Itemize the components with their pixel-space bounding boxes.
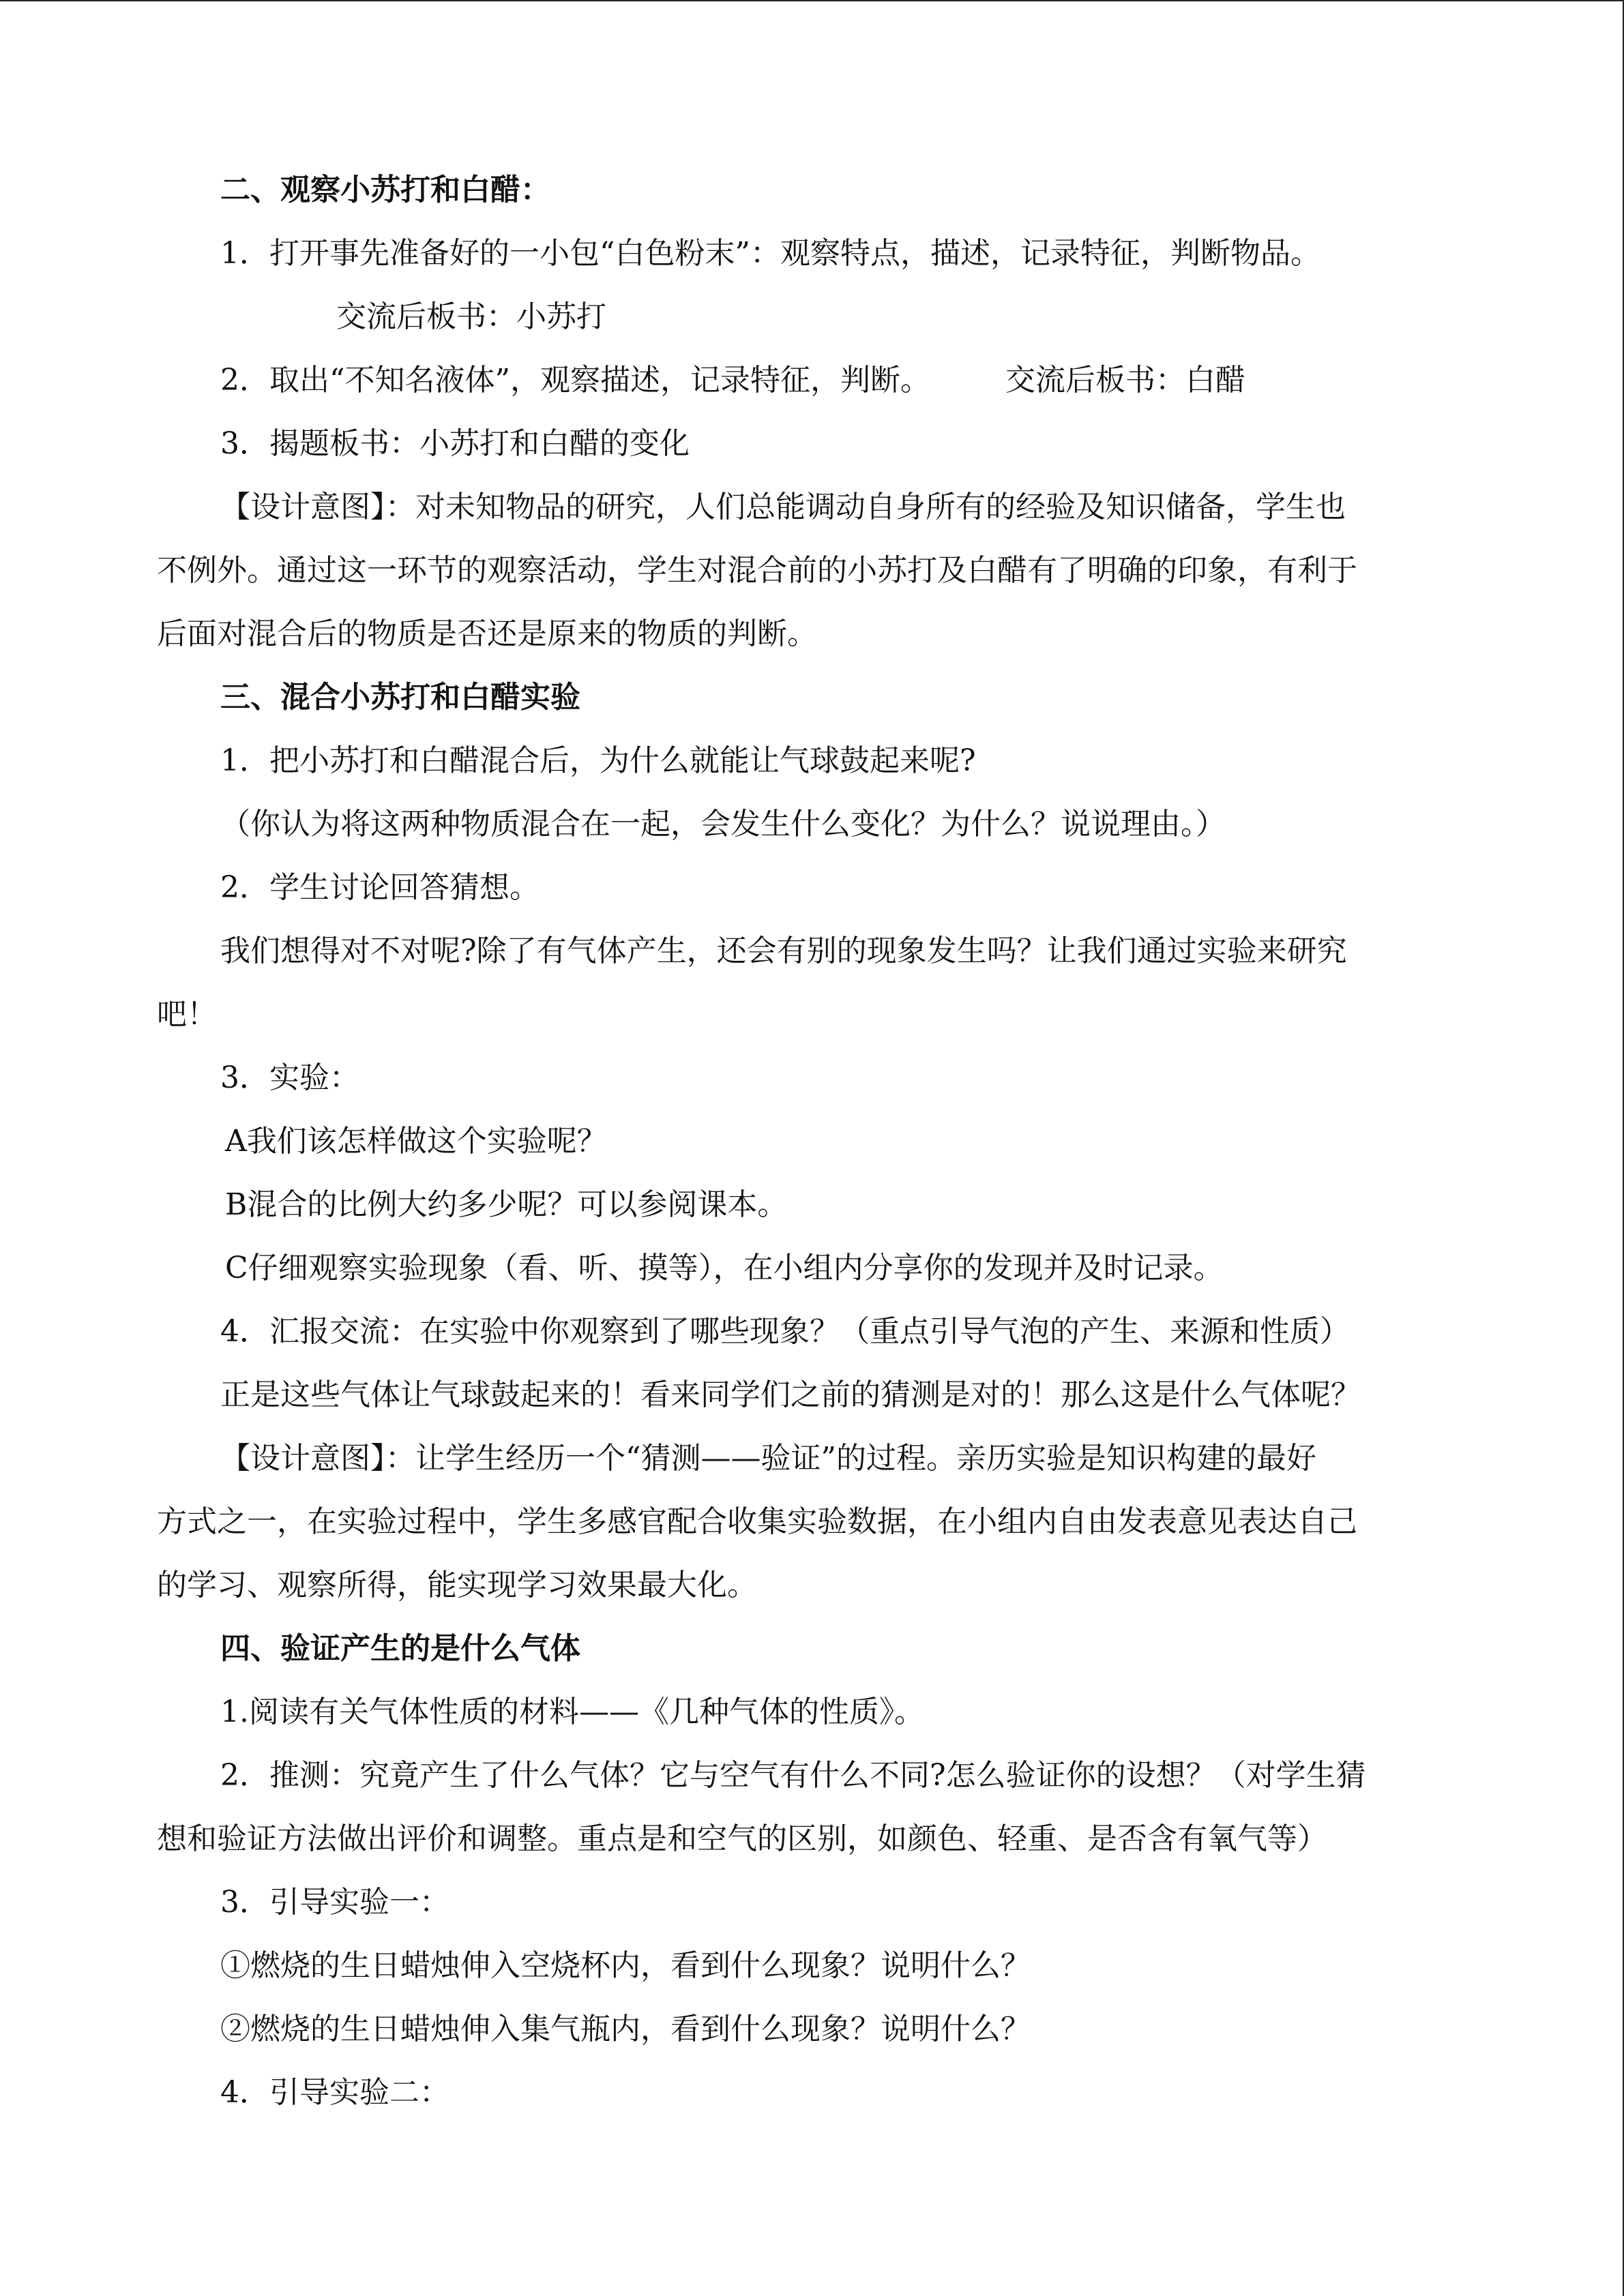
section2-design-line-3: 后面对混合后的物质是否还是原来的物质的判断。 xyxy=(157,616,817,651)
section3-item-3-c: C仔细观察实验现象（看、听、摸等），在小组内分享你的发现并及时记录。 xyxy=(225,1251,1224,1285)
section-heading-2: 二、观察小苏打和白醋： xyxy=(220,173,550,207)
section2-design-line-2: 不例外。通过这一环节的观察活动，学生对混合前的小苏打及白醋有了明确的印象，有利于 xyxy=(157,553,1357,588)
section3-item-3-b: B混合的比例大约多少呢？可以参阅课本。 xyxy=(225,1187,788,1222)
section4-item-3-2: ②燃烧的生日蜡烛伸入集气瓶内，看到什么现象？说明什么？ xyxy=(220,2012,1031,2046)
section3-paragraph-line-1: 我们想得对不对呢?除了有气体产生，还会有别的现象发生吗？让我们通过实验来研究 xyxy=(220,934,1347,968)
document-body xyxy=(157,158,1466,2124)
section4-item-3: 3．引导实验一： xyxy=(220,1885,449,1920)
section3-design-line-3: 的学习、观察所得，能实现学习效果最大化。 xyxy=(157,1568,757,1602)
section4-item-4: 4．引导实验二： xyxy=(220,2075,449,2110)
section2-design-line-1: 【设计意图】：对未知物品的研究，人们总能调动自身所有的经验及知识储备，学生也 xyxy=(220,490,1346,524)
section2-item-2-main: 2．取出“不知名液体”，观察描述，记录特征，判断。 xyxy=(220,363,930,398)
section4-item-2-line-2: 想和验证方法做出评价和调整。重点是和空气的区别，如颜色、轻重、是否含有氧气等） xyxy=(157,1821,1327,1856)
section2-item-3: 3．揭题板书：小苏打和白醋的变化 xyxy=(220,426,690,461)
section3-design-line-2: 方式之一，在实验过程中，学生多感官配合收集实验数据，在小组内自由发表意见表达自己 xyxy=(157,1504,1357,1539)
section2-item-1: 1．打开事先准备好的一小包“白色粉末”：观察特点，描述，记录特征，判断物品。 xyxy=(220,236,1320,271)
section3-design-line-1: 【设计意图】：让学生经历一个“猜测——验证”的过程。亲历实验是知识构建的最好 xyxy=(220,1441,1316,1476)
section-heading-3: 三、混合小苏打和白醋实验 xyxy=(220,680,580,715)
section3-item-1-note: （你认为将这两种物质混合在一起，会发生什么变化？为什么？说说理由。） xyxy=(220,807,1226,841)
section3-item-1: 1．把小苏打和白醋混合后，为什么就能让气球鼓起来呢? xyxy=(220,743,976,778)
section3-paragraph-line-2: 吧！ xyxy=(157,997,217,1032)
section3-item-4: 4．汇报交流：在实验中你观察到了哪些现象？（重点引导气泡的产生、来源和性质） xyxy=(220,1314,1350,1349)
section2-item-2 xyxy=(157,348,1466,412)
section3-item-3: 3．实验： xyxy=(220,1060,359,1095)
section2-item-1-board: 交流后板书：小苏打 xyxy=(336,299,606,334)
section3-item-4-follow: 正是这些气体让气球鼓起来的！看来同学们之前的猜测是对的！那么这是什么气体呢？ xyxy=(220,1377,1361,1412)
section2-item-2-board: 交流后板书：白醋 xyxy=(1005,363,1245,398)
section-heading-4: 四、验证产生的是什么气体 xyxy=(220,1631,580,1666)
section4-item-2-line-1: 2．推测：究竟产生了什么气体？它与空气有什么不同?怎么验证你的设想？（对学生猜 xyxy=(220,1758,1366,1793)
section3-item-3-a: A我们该怎样做这个实验呢？ xyxy=(225,1124,607,1159)
section4-item-3-1: ①燃烧的生日蜡烛伸入空烧杯内，看到什么现象？说明什么？ xyxy=(220,1948,1031,1983)
section3-item-2: 2．学生讨论回答猜想。 xyxy=(220,870,540,905)
section4-item-1: 1.阅读有关气体性质的材料——《几种气体的性质》。 xyxy=(220,1695,924,1729)
